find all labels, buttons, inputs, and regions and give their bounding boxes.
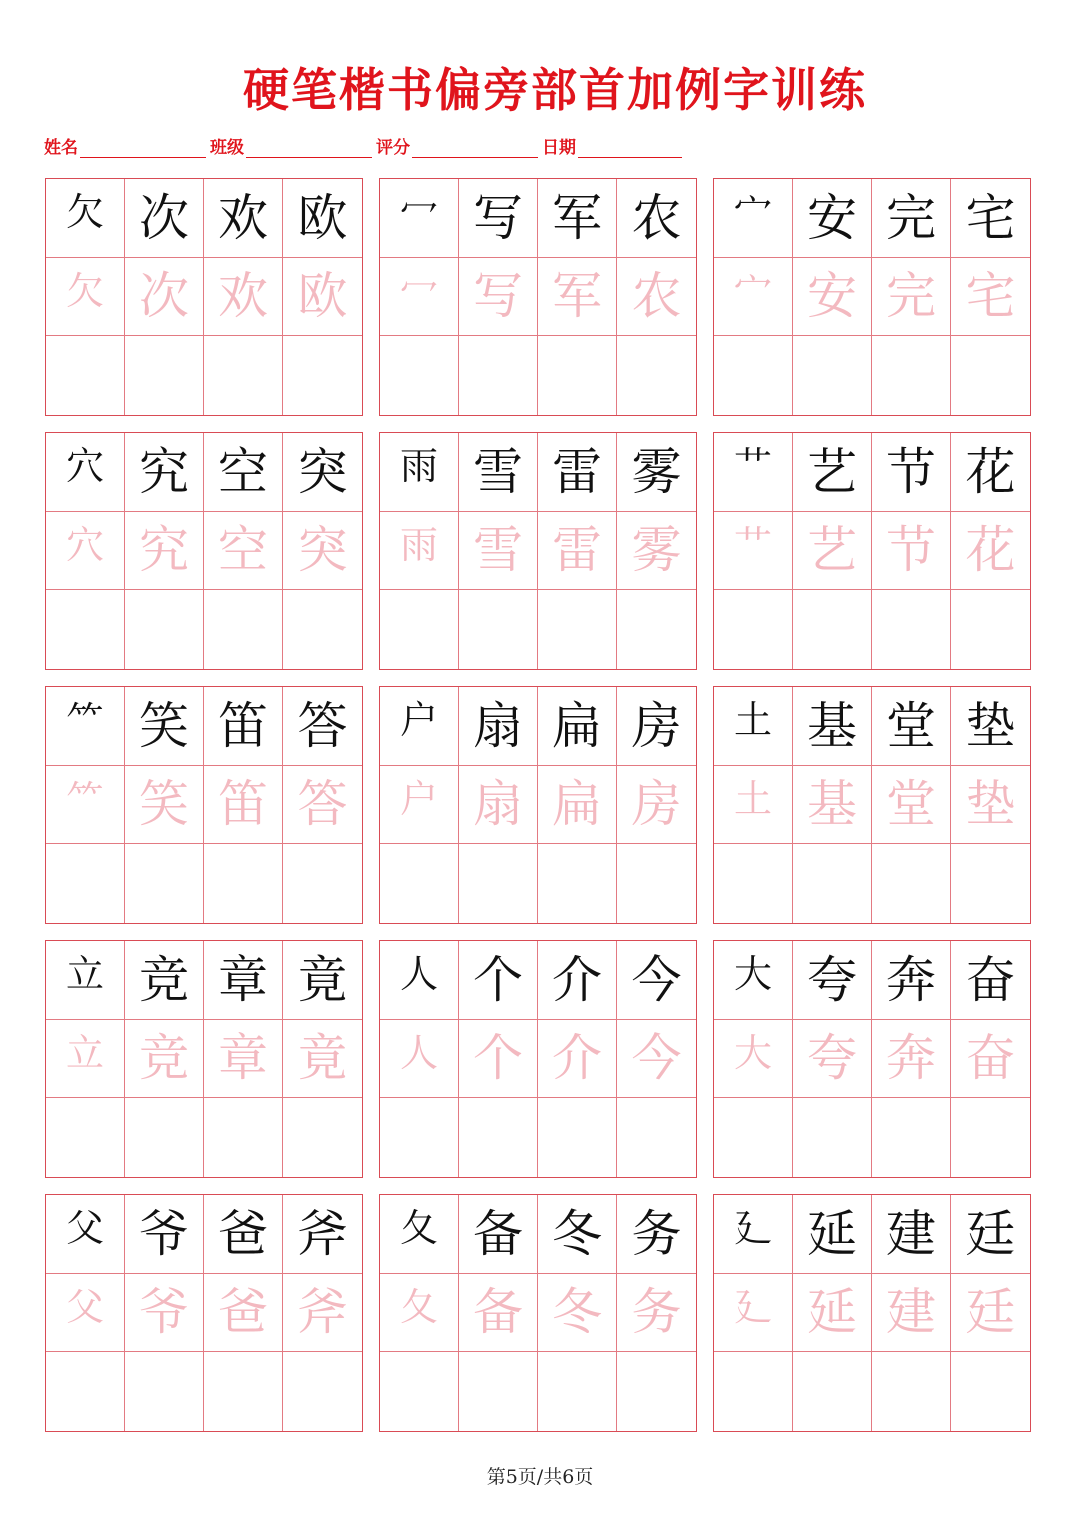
blank-practice-cell[interactable] (951, 844, 1030, 923)
blank-practice-cell[interactable] (793, 590, 872, 669)
example-char-cell: 介 (538, 941, 617, 1020)
radical-trace-cell[interactable]: 雨 (380, 512, 459, 591)
blank-practice-cell[interactable] (204, 1098, 283, 1177)
practice-block (379, 432, 697, 670)
radical-trace-cell[interactable]: 大 (714, 1020, 793, 1099)
example-char-cell: 斧 (283, 1195, 362, 1274)
student-info-bar (44, 134, 686, 158)
name-blank[interactable] (80, 137, 206, 158)
blank-practice-cell[interactable] (459, 1352, 538, 1431)
class-label: 班级 (210, 138, 244, 158)
trace-char-cell[interactable]: 延 (793, 1274, 872, 1353)
trace-char-cell[interactable]: 突 (283, 512, 362, 591)
radical-model-cell: 廴 (714, 1195, 793, 1274)
trace-char-cell[interactable]: 艺 (793, 512, 872, 591)
blank-practice-cell[interactable] (714, 590, 793, 669)
blank-practice-cell[interactable] (283, 590, 362, 669)
blank-practice-cell[interactable] (538, 1352, 617, 1431)
example-char-cell: 写 (459, 179, 538, 258)
example-char-cell: 笑 (125, 687, 204, 766)
example-char-cell: 奔 (872, 941, 951, 1020)
blank-practice-cell[interactable] (380, 1098, 459, 1177)
practice-block (379, 686, 697, 924)
example-char-cell: 安 (793, 179, 872, 258)
trace-char-cell[interactable]: 房 (617, 766, 696, 845)
blank-practice-cell[interactable] (46, 844, 125, 923)
example-char-cell: 竞 (125, 941, 204, 1020)
class-blank[interactable] (246, 137, 372, 158)
radical-model-cell: 土 (714, 687, 793, 766)
blank-practice-cell[interactable] (617, 1352, 696, 1431)
radical-trace-cell[interactable]: ⺮ (46, 766, 125, 845)
blank-practice-cell[interactable] (204, 1352, 283, 1431)
radical-model-cell: 户 (380, 687, 459, 766)
example-char-cell: 延 (793, 1195, 872, 1274)
example-char-cell: 雾 (617, 433, 696, 512)
example-char-cell: 备 (459, 1195, 538, 1274)
trace-char-cell[interactable]: 笑 (125, 766, 204, 845)
radical-trace-cell[interactable]: 父 (46, 1274, 125, 1353)
trace-char-cell[interactable]: 垫 (951, 766, 1030, 845)
trace-char-cell[interactable]: 雾 (617, 512, 696, 591)
blank-practice-cell[interactable] (46, 1352, 125, 1431)
practice-block (713, 940, 1031, 1178)
blank-practice-cell[interactable] (617, 590, 696, 669)
trace-char-cell[interactable]: 竞 (125, 1020, 204, 1099)
practice-block (379, 940, 697, 1178)
trace-char-cell[interactable]: 扁 (538, 766, 617, 845)
practice-block (45, 178, 363, 416)
practice-block (45, 940, 363, 1178)
example-char-cell: 宅 (951, 179, 1030, 258)
trace-char-cell[interactable]: 务 (617, 1274, 696, 1353)
blank-practice-cell[interactable] (793, 1098, 872, 1177)
example-char-cell: 个 (459, 941, 538, 1020)
radical-trace-cell[interactable]: 宀 (714, 258, 793, 337)
trace-char-cell[interactable]: 笛 (204, 766, 283, 845)
practice-block (713, 178, 1031, 416)
example-char-cell: 垫 (951, 687, 1030, 766)
blank-practice-cell[interactable] (459, 336, 538, 415)
radical-model-cell: 宀 (714, 179, 793, 258)
name-field (44, 133, 210, 158)
radical-trace-cell[interactable]: 穴 (46, 512, 125, 591)
worksheet-title: 硬笔楷书偏旁部首加例字训练 (243, 63, 867, 117)
blank-practice-cell[interactable] (459, 844, 538, 923)
blank-practice-cell[interactable] (617, 844, 696, 923)
practice-block (379, 1194, 697, 1432)
blank-practice-cell[interactable] (204, 844, 283, 923)
trace-char-cell[interactable]: 扇 (459, 766, 538, 845)
trace-char-cell[interactable]: 建 (872, 1274, 951, 1353)
trace-char-cell[interactable]: 堂 (872, 766, 951, 845)
radical-trace-cell[interactable]: 立 (46, 1020, 125, 1099)
date-label: 日期 (542, 138, 576, 158)
example-char-cell: 章 (204, 941, 283, 1020)
score-blank[interactable] (412, 137, 538, 158)
example-char-cell: 艺 (793, 433, 872, 512)
trace-char-cell[interactable]: 基 (793, 766, 872, 845)
score-label: 评分 (376, 138, 410, 158)
radical-trace-cell[interactable]: 土 (714, 766, 793, 845)
practice-block (713, 1194, 1031, 1432)
trace-char-cell[interactable]: 军 (538, 258, 617, 337)
practice-block (45, 1194, 363, 1432)
blank-practice-cell[interactable] (538, 590, 617, 669)
trace-char-cell[interactable]: 次 (125, 258, 204, 337)
example-char-cell: 笛 (204, 687, 283, 766)
practice-block (45, 432, 363, 670)
example-char-cell: 今 (617, 941, 696, 1020)
radical-model-cell: 欠 (46, 179, 125, 258)
trace-char-cell[interactable]: 冬 (538, 1274, 617, 1353)
blank-practice-cell[interactable] (872, 1098, 951, 1177)
blank-practice-cell[interactable] (46, 336, 125, 415)
example-char-cell: 房 (617, 687, 696, 766)
trace-char-cell[interactable]: 个 (459, 1020, 538, 1099)
blank-practice-cell[interactable] (793, 336, 872, 415)
blank-practice-cell[interactable] (872, 1352, 951, 1431)
trace-char-cell[interactable]: 节 (872, 512, 951, 591)
example-char-cell: 扁 (538, 687, 617, 766)
blank-practice-cell[interactable] (125, 590, 204, 669)
date-blank[interactable] (578, 137, 682, 158)
example-char-cell: 扇 (459, 687, 538, 766)
example-char-cell: 军 (538, 179, 617, 258)
example-char-cell: 欢 (204, 179, 283, 258)
blank-practice-cell[interactable] (617, 336, 696, 415)
example-char-cell: 冬 (538, 1195, 617, 1274)
radical-model-cell: ⺮ (46, 687, 125, 766)
blank-practice-cell[interactable] (714, 844, 793, 923)
blank-practice-cell[interactable] (538, 336, 617, 415)
blank-practice-cell[interactable] (617, 1098, 696, 1177)
example-char-cell: 堂 (872, 687, 951, 766)
radical-model-cell: 艹 (714, 433, 793, 512)
blank-practice-cell[interactable] (125, 1352, 204, 1431)
example-char-cell: 花 (951, 433, 1030, 512)
example-char-cell: 建 (872, 1195, 951, 1274)
trace-char-cell[interactable]: 介 (538, 1020, 617, 1099)
example-char-cell: 究 (125, 433, 204, 512)
example-char-cell: 竟 (283, 941, 362, 1020)
trace-char-cell[interactable]: 奋 (951, 1020, 1030, 1099)
blank-practice-cell[interactable] (459, 1098, 538, 1177)
trace-char-cell[interactable]: 安 (793, 258, 872, 337)
example-char-cell: 欧 (283, 179, 362, 258)
blank-practice-cell[interactable] (793, 1352, 872, 1431)
example-char-cell: 完 (872, 179, 951, 258)
example-char-cell: 雪 (459, 433, 538, 512)
example-char-cell: 农 (617, 179, 696, 258)
radical-model-cell: 夂 (380, 1195, 459, 1274)
example-char-cell: 节 (872, 433, 951, 512)
blank-practice-cell[interactable] (283, 844, 362, 923)
trace-char-cell[interactable]: 廷 (951, 1274, 1030, 1353)
example-char-cell: 夸 (793, 941, 872, 1020)
class-field (210, 133, 376, 158)
trace-char-cell[interactable]: 今 (617, 1020, 696, 1099)
trace-char-cell[interactable]: 爷 (125, 1274, 204, 1353)
example-char-cell: 爷 (125, 1195, 204, 1274)
blank-practice-cell[interactable] (951, 1352, 1030, 1431)
example-char-cell: 奋 (951, 941, 1030, 1020)
blank-practice-cell[interactable] (951, 1098, 1030, 1177)
blank-practice-cell[interactable] (951, 336, 1030, 415)
trace-char-cell[interactable]: 备 (459, 1274, 538, 1353)
trace-char-cell[interactable]: 欢 (204, 258, 283, 337)
name-label: 姓名 (44, 138, 78, 158)
blank-practice-cell[interactable] (793, 844, 872, 923)
blank-practice-cell[interactable] (538, 1098, 617, 1177)
blank-practice-cell[interactable] (125, 844, 204, 923)
date-field (542, 133, 686, 158)
trace-char-cell[interactable]: 空 (204, 512, 283, 591)
radical-trace-cell[interactable]: 户 (380, 766, 459, 845)
blank-practice-cell[interactable] (204, 590, 283, 669)
example-char-cell: 基 (793, 687, 872, 766)
radical-model-cell: 雨 (380, 433, 459, 512)
blank-practice-cell[interactable] (204, 336, 283, 415)
blank-practice-cell[interactable] (380, 590, 459, 669)
blank-practice-cell[interactable] (714, 336, 793, 415)
blank-practice-cell[interactable] (872, 590, 951, 669)
example-char-cell: 爸 (204, 1195, 283, 1274)
blank-practice-cell[interactable] (283, 1352, 362, 1431)
blank-practice-cell[interactable] (872, 336, 951, 415)
radical-trace-cell[interactable]: 冖 (380, 258, 459, 337)
trace-char-cell[interactable]: 欧 (283, 258, 362, 337)
trace-char-cell[interactable]: 完 (872, 258, 951, 337)
example-char-cell: 空 (204, 433, 283, 512)
example-char-cell: 务 (617, 1195, 696, 1274)
practice-block (379, 178, 697, 416)
example-char-cell: 廷 (951, 1195, 1030, 1274)
trace-char-cell[interactable]: 雷 (538, 512, 617, 591)
radical-model-cell: 大 (714, 941, 793, 1020)
trace-char-cell[interactable]: 竟 (283, 1020, 362, 1099)
example-char-cell: 雷 (538, 433, 617, 512)
practice-block (45, 686, 363, 924)
radical-trace-cell[interactable]: 夂 (380, 1274, 459, 1353)
blank-practice-cell[interactable] (872, 844, 951, 923)
example-char-cell: 答 (283, 687, 362, 766)
score-field (376, 133, 542, 158)
radical-trace-cell[interactable]: 人 (380, 1020, 459, 1099)
radical-trace-cell[interactable]: 廴 (714, 1274, 793, 1353)
blank-practice-cell[interactable] (714, 1098, 793, 1177)
radical-model-cell: 父 (46, 1195, 125, 1274)
page-number: 第5页/共6页 (486, 1466, 594, 1488)
example-char-cell: 次 (125, 179, 204, 258)
trace-char-cell[interactable]: 宅 (951, 258, 1030, 337)
blank-practice-cell[interactable] (283, 1098, 362, 1177)
blank-practice-cell[interactable] (714, 1352, 793, 1431)
radical-model-cell: 穴 (46, 433, 125, 512)
trace-char-cell[interactable]: 究 (125, 512, 204, 591)
blank-practice-cell[interactable] (380, 844, 459, 923)
trace-char-cell[interactable]: 章 (204, 1020, 283, 1099)
radical-trace-cell[interactable]: 艹 (714, 512, 793, 591)
example-char-cell: 突 (283, 433, 362, 512)
blank-practice-cell[interactable] (538, 844, 617, 923)
practice-grid (45, 178, 1031, 1432)
trace-char-cell[interactable]: 夸 (793, 1020, 872, 1099)
practice-block (713, 432, 1031, 670)
blank-practice-cell[interactable] (125, 336, 204, 415)
blank-practice-cell[interactable] (46, 590, 125, 669)
blank-practice-cell[interactable] (459, 590, 538, 669)
blank-practice-cell[interactable] (380, 1352, 459, 1431)
trace-char-cell[interactable]: 花 (951, 512, 1030, 591)
radical-model-cell: 冖 (380, 179, 459, 258)
trace-char-cell[interactable]: 斧 (283, 1274, 362, 1353)
trace-char-cell[interactable]: 雪 (459, 512, 538, 591)
trace-char-cell[interactable]: 爸 (204, 1274, 283, 1353)
blank-practice-cell[interactable] (125, 1098, 204, 1177)
radical-trace-cell[interactable]: 欠 (46, 258, 125, 337)
blank-practice-cell[interactable] (283, 336, 362, 415)
trace-char-cell[interactable]: 奔 (872, 1020, 951, 1099)
radical-model-cell: 人 (380, 941, 459, 1020)
blank-practice-cell[interactable] (46, 1098, 125, 1177)
trace-char-cell[interactable]: 写 (459, 258, 538, 337)
blank-practice-cell[interactable] (951, 590, 1030, 669)
blank-practice-cell[interactable] (380, 336, 459, 415)
trace-char-cell[interactable]: 答 (283, 766, 362, 845)
radical-model-cell: 立 (46, 941, 125, 1020)
trace-char-cell[interactable]: 农 (617, 258, 696, 337)
practice-block (713, 686, 1031, 924)
